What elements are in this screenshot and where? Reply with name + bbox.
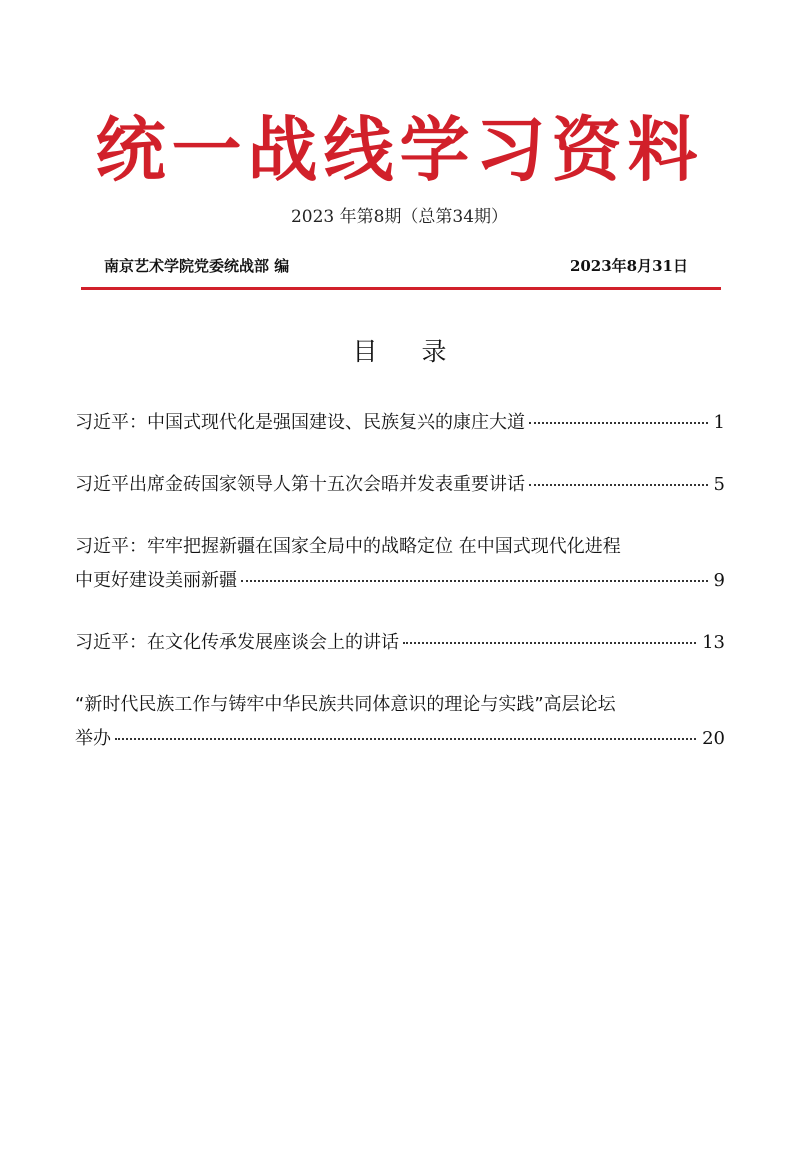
masthead-title: 统一战线学习资料 [95,109,704,191]
toc-entry-page: 9 [713,570,725,591]
toc-entry-page: 1 [713,412,725,433]
toc-entry-title: 习近平：在文化传承发展座谈会上的讲话 [75,632,399,653]
editor-credit: 南京艺术学院党委统战部 编 [104,257,290,275]
issue-number: 2023 年第8期（总第34期） [290,207,509,227]
toc-entry-title: 中更好建设美丽新疆 [75,570,237,591]
toc-dot-leader [115,736,696,740]
toc-entry-title-line1: 习近平：牢牢把握新疆在国家全局中的战略定位 在中国式现代化进程 [75,536,621,557]
header-divider [81,287,721,290]
toc-entry-title: 习近平出席金砖国家领导人第十五次会晤并发表重要讲话 [75,474,525,495]
toc-entry-page: 20 [702,728,725,749]
toc-entry-title: 举办 [75,728,111,749]
toc-entry-page: 5 [713,474,725,495]
toc-dot-leader [529,482,708,486]
toc-entry-title-line1: “新时代民族工作与铸牢中华民族共同体意识的理论与实践”高层论坛 [75,694,616,715]
table-of-contents [75,406,725,784]
toc-dot-leader [403,640,696,644]
toc-dot-leader [529,420,708,424]
toc-entry[interactable] [75,688,725,756]
toc-entry-title: 习近平：中国式现代化是强国建设、民族复兴的康庄大道 [75,412,525,433]
toc-heading: 目 录 [352,337,447,366]
publication-date: 2023年8月31日 [569,257,688,275]
toc-entry[interactable] [75,626,725,660]
toc-dot-leader [241,578,708,582]
toc-entry-page: 13 [702,632,725,653]
toc-entry[interactable] [75,530,725,598]
toc-entry[interactable] [75,406,725,440]
toc-entry[interactable] [75,468,725,502]
